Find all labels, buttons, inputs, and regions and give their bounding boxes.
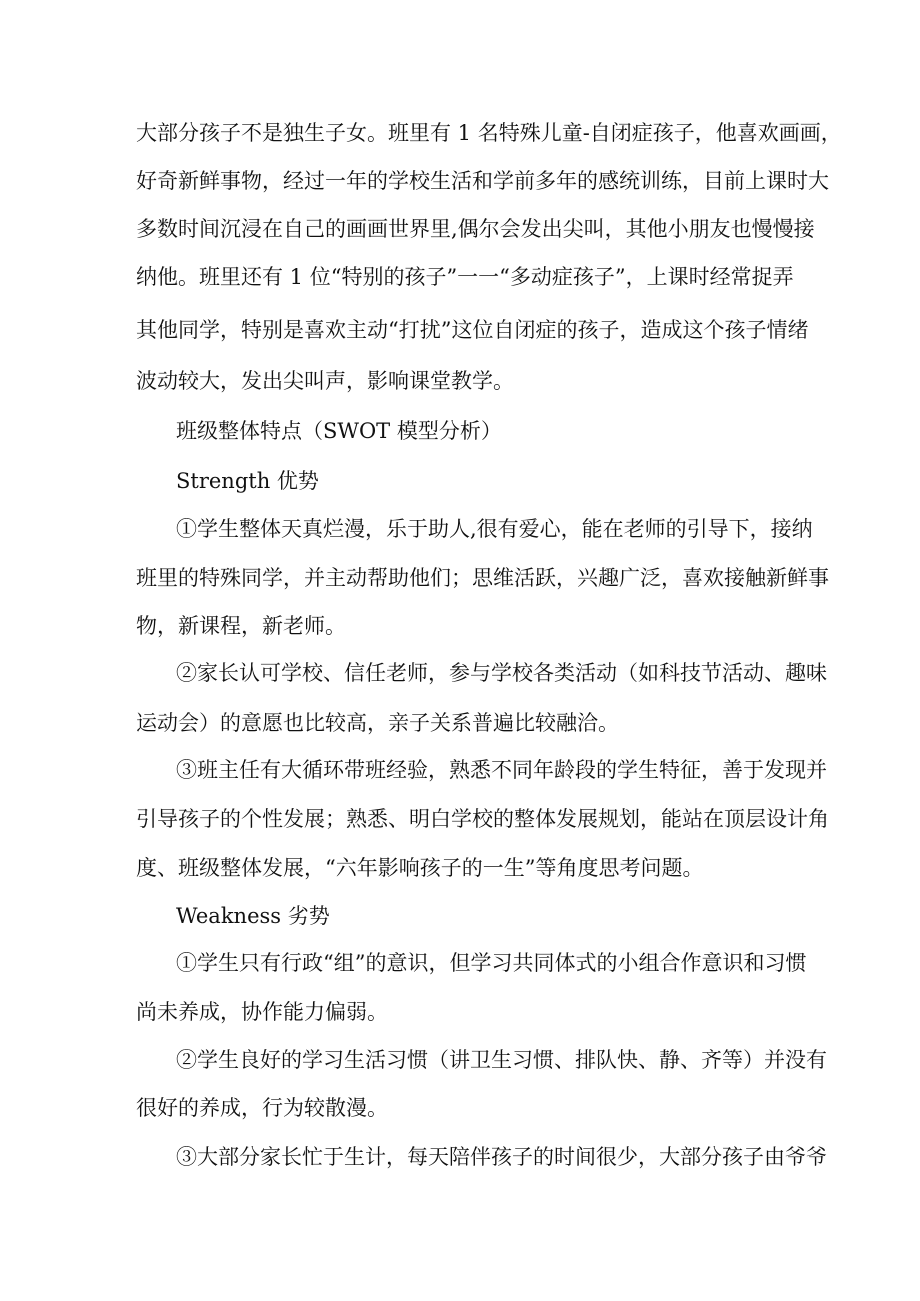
paragraph-line-4: 纳他。班里还有 1 位“特别的孩子”一一“多动症孩子”，上课时经常捉弄 [136,265,794,289]
weakness-item-2-line-1: ②学生良好的学习生活习惯（讲卫生习惯、排队快、静、齐等）并没有 [176,1048,827,1072]
strength-item-3-line-3: 度、班级整体发展，“六年影响孩子的一生”等角度思考问题。 [136,856,704,880]
strength-item-2-line-1: ②家长认可学校、信任老师，参与学校各类活动（如科技节活动、趣味 [176,661,827,685]
strength-item-1-line-1: ①学生整体天真烂漫，乐于助人,很有爱心，能在老师的引导下，接纳 [176,517,813,541]
strength-item-1-line-3: 物，新课程，新老师。 [136,614,346,638]
paragraph-line-5: 其他同学，特别是喜欢主动“打扰”这位自闭症的孩子，造成这个孩子情绪 [136,318,809,342]
subheading-strength: Strength 优势 [176,469,319,493]
strength-item-1-line-2: 班里的特殊同学，并主动帮助他们；思维活跃，兴趣广泛，喜欢接触新鲜事 [136,566,829,590]
weakness-item-1-line-1: ①学生只有行政“组”的意识，但学习共同体式的小组合作意识和习惯 [176,951,807,975]
strength-item-3-line-2: 引导孩子的个性发展；熟悉、明白学校的整体发展规划，能站在顶层设计角 [136,807,829,831]
paragraph-line-3: 多数时间沉浸在自己的画画世界里,偶尔会发出尖叫，其他小朋友也慢慢接 [136,217,815,241]
paragraph-line-6: 波动较大，发出尖叫声，影响课堂教学。 [136,369,514,393]
paragraph-line-1: 大部分孩子不是独生子女。班里有 1 名特殊儿童-自闭症孩子，他喜欢画画， [136,121,842,145]
strength-item-3-line-1: ③班主任有大循环带班经验，熟悉不同年龄段的学生特征，善于发现并 [176,758,827,782]
subheading-weakness: Weakness 劣势 [176,904,330,928]
weakness-item-1-line-2: 尚未养成，协作能力偏弱。 [136,1000,388,1024]
weakness-item-2-line-2: 很好的养成，行为较散漫。 [136,1096,388,1120]
section-heading-swot: 班级整体特点（SWOT 模型分析） [176,419,502,443]
strength-item-2-line-2: 运动会）的意愿也比较高，亲子关系普遍比较融洽。 [136,711,619,735]
paragraph-line-2: 好奇新鲜事物，经过一年的学校生活和学前多年的感统训练，目前上课时大 [136,169,829,193]
weakness-item-3-line-1: ③大部分家长忙于生计，每天陪伴孩子的时间很少，大部分孩子由爷爷 [176,1145,827,1169]
